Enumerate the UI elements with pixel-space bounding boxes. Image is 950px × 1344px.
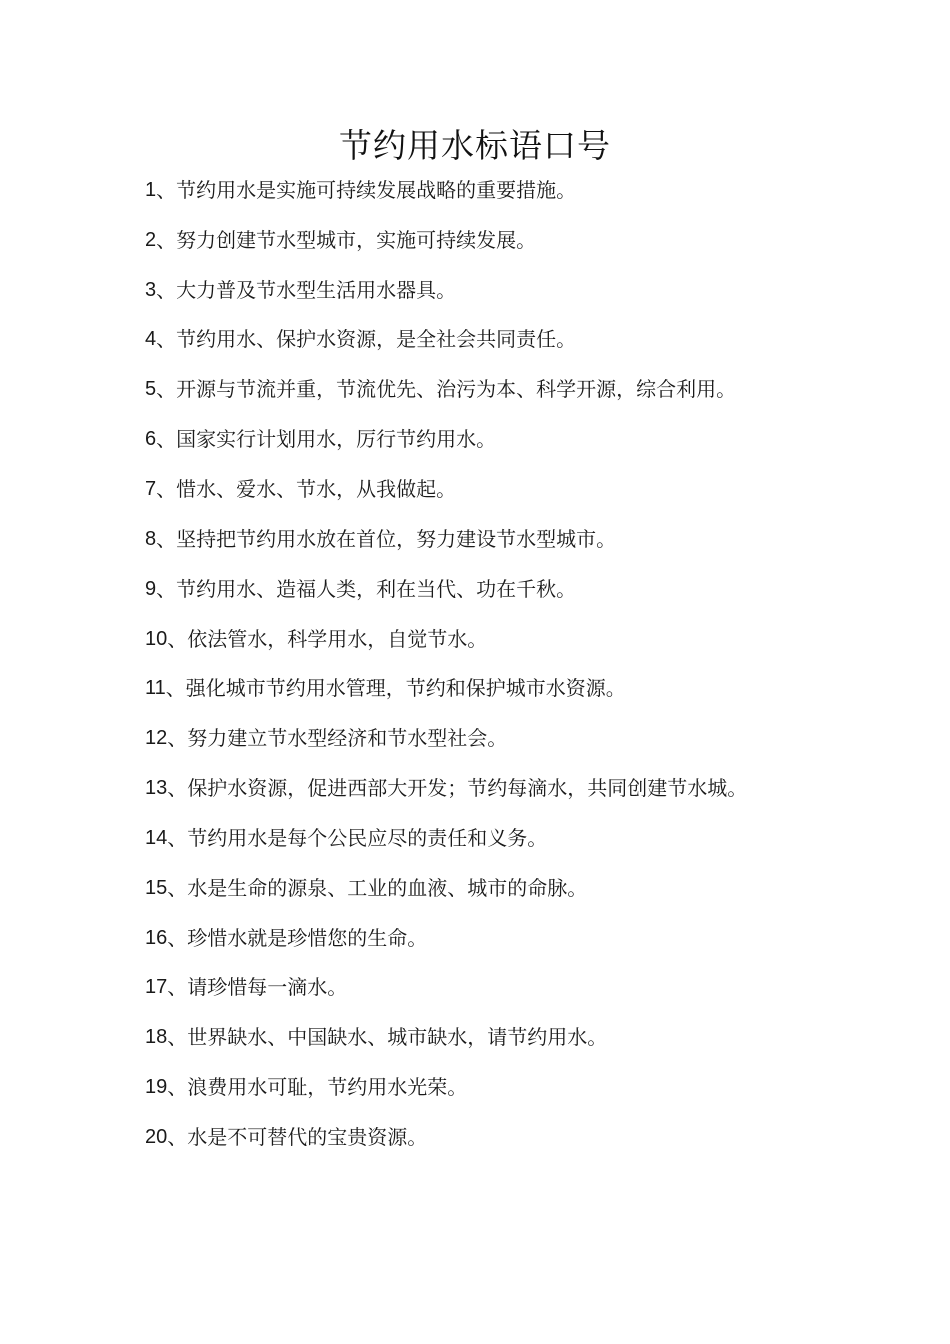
item-text: 保护水资源，促进西部大开发；节约每滴水，共同创建节水城。 [187, 776, 748, 801]
item-separator: 、 [167, 1075, 188, 1100]
list-item [145, 1012, 925, 1062]
list-item [145, 763, 925, 813]
list-item [145, 414, 925, 464]
item-text: 开源与节流并重，节流优先、治污为本、科学开源，综合利用。 [176, 377, 737, 402]
list-item [145, 215, 925, 265]
item-text: 依法管水，科学用水，自觉节水。 [187, 626, 488, 651]
list-item [145, 165, 925, 215]
item-text: 惜水、爱水、节水，从我做起。 [176, 476, 457, 501]
item-text: 节约用水、保护水资源，是全社会共同责任。 [176, 327, 577, 352]
list-item [145, 713, 925, 763]
item-text: 水是不可替代的宝贵资源。 [187, 1124, 428, 1149]
item-number: 20 [145, 1125, 168, 1148]
item-text: 节约用水、造福人类，利在当代、功在千秋。 [176, 576, 577, 601]
list-item [145, 564, 925, 614]
item-number: 9 [145, 577, 157, 600]
item-text: 珍惜水就是珍惜您的生命。 [187, 925, 428, 950]
item-number: 3 [145, 278, 157, 301]
item-number: 6 [145, 428, 157, 451]
item-separator: 、 [156, 227, 177, 252]
item-text: 节约用水是每个公民应尽的责任和义务。 [187, 825, 548, 850]
item-separator: 、 [156, 277, 177, 302]
item-separator: 、 [167, 776, 188, 801]
item-number: 11 [145, 677, 166, 700]
item-number: 5 [145, 378, 157, 401]
item-number: 16 [145, 926, 168, 949]
item-number: 10 [145, 627, 168, 650]
list-item [145, 1112, 925, 1162]
item-separator: 、 [156, 377, 177, 402]
item-number: 14 [145, 826, 168, 849]
list-item [145, 863, 925, 913]
list-item [145, 913, 925, 963]
item-number: 7 [145, 477, 157, 500]
item-text: 水是生命的源泉、工业的血液、城市的命脉。 [187, 875, 588, 900]
item-separator: 、 [167, 925, 188, 950]
item-separator: 、 [167, 1025, 188, 1050]
list-item [145, 265, 925, 315]
item-text: 请珍惜每一滴水。 [187, 975, 348, 1000]
item-separator: 、 [156, 177, 177, 202]
item-number: 18 [145, 1026, 168, 1049]
item-text: 努力建立节水型经济和节水型社会。 [187, 726, 508, 751]
item-separator: 、 [167, 626, 188, 651]
item-separator: 、 [167, 825, 188, 850]
item-text: 努力创建节水型城市，实施可持续发展。 [176, 227, 537, 252]
list-item [145, 663, 925, 713]
list-item [145, 514, 925, 564]
item-number: 17 [145, 976, 168, 999]
item-text: 浪费用水可耻，节约用水光荣。 [187, 1075, 468, 1100]
list-item [145, 813, 925, 863]
item-text: 坚持把节约用水放在首位，努力建设节水型城市。 [176, 526, 617, 551]
list-item [145, 614, 925, 664]
item-number: 2 [145, 228, 157, 251]
item-separator: 、 [167, 1124, 188, 1149]
item-separator: 、 [167, 726, 188, 751]
item-separator: 、 [156, 327, 177, 352]
item-number: 19 [145, 1076, 168, 1099]
item-number: 1 [145, 178, 157, 201]
list-item [145, 315, 925, 365]
slogan-list [145, 165, 925, 1162]
item-text: 国家实行计划用水，厉行节约用水。 [176, 427, 497, 452]
item-separator: 、 [156, 427, 177, 452]
item-number: 4 [145, 328, 157, 351]
item-separator: 、 [156, 476, 177, 501]
list-item [145, 963, 925, 1013]
list-item [145, 464, 925, 514]
item-text: 节约用水是实施可持续发展战略的重要措施。 [176, 177, 577, 202]
page-title: 节约用水标语口号 [339, 126, 611, 166]
item-separator: 、 [167, 975, 188, 1000]
item-text: 强化城市节约用水管理，节约和保护城市水资源。 [185, 676, 626, 701]
item-number: 15 [145, 876, 168, 899]
item-separator: 、 [156, 526, 177, 551]
item-number: 12 [145, 727, 168, 750]
item-number: 13 [145, 777, 168, 800]
item-text: 世界缺水、中国缺水、城市缺水，请节约用水。 [187, 1025, 608, 1050]
list-item [145, 364, 925, 414]
item-text: 大力普及节水型生活用水器具。 [176, 277, 457, 302]
item-number: 8 [145, 527, 157, 550]
item-separator: 、 [167, 875, 188, 900]
item-separator: 、 [165, 676, 186, 701]
list-item [145, 1062, 925, 1112]
item-separator: 、 [156, 576, 177, 601]
